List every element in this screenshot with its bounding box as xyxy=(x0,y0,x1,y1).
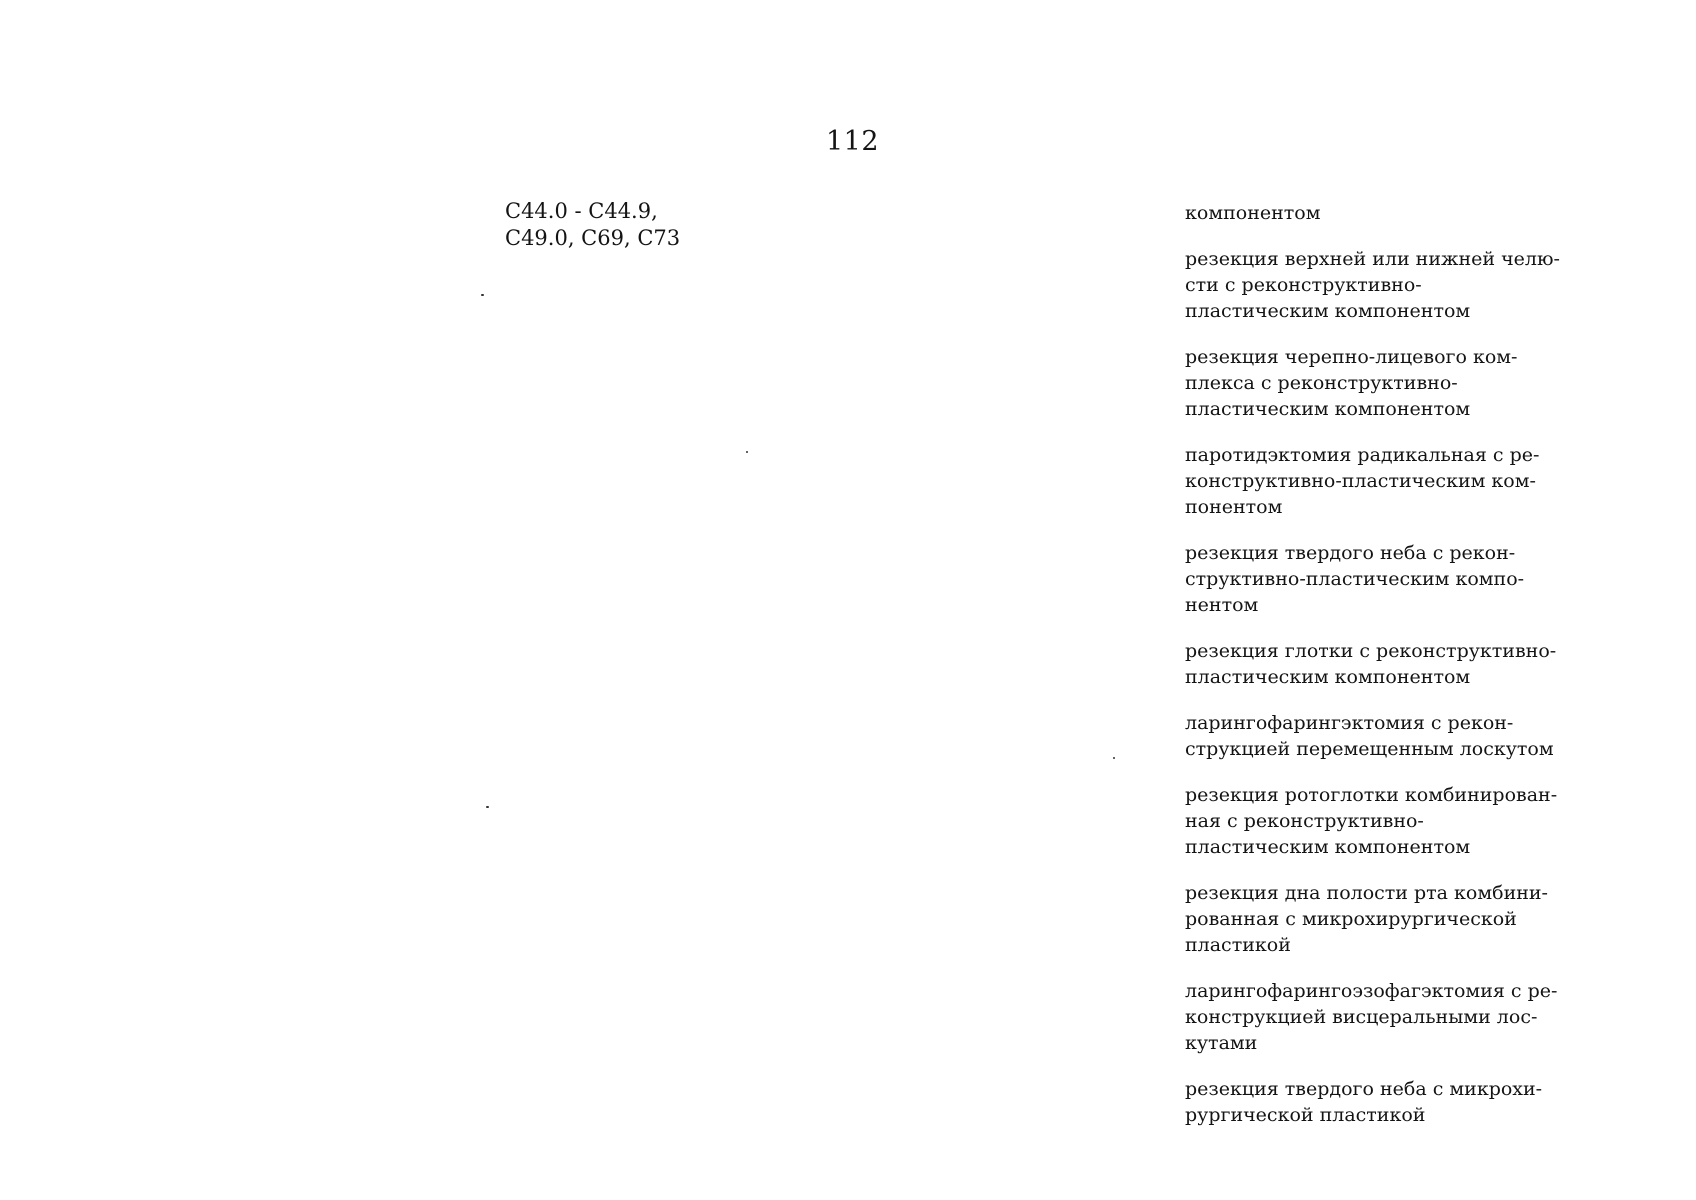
procedure-line: компонентом xyxy=(1185,202,1321,224)
procedure-line: резекция черепно-лицевого ком- xyxy=(1185,346,1518,368)
scan-speck xyxy=(481,294,484,296)
procedure-item xyxy=(1185,540,1545,618)
code-line: C44.0 - C44.9, xyxy=(505,199,658,223)
procedure-line: структивно-пластическим компо- xyxy=(1185,568,1525,590)
procedure-line: резекция ротоглотки комбинирован- xyxy=(1185,784,1558,806)
procedure-line: резекция глотки с реконструктивно- xyxy=(1185,640,1557,662)
procedure-line: рургической пластикой xyxy=(1185,1104,1426,1126)
procedure-line: ларингофарингоэзофагэктомия с ре- xyxy=(1185,980,1558,1002)
diagnosis-codes xyxy=(505,198,680,252)
procedure-line: резекция твердого неба с рекон- xyxy=(1185,542,1516,564)
procedure-line: паротидэктомия радикальная с ре- xyxy=(1185,444,1540,466)
procedure-line: кутами xyxy=(1185,1032,1258,1054)
procedure-line: пластическим компонентом xyxy=(1185,836,1471,858)
scan-speck xyxy=(746,451,748,453)
procedure-line: пластическим компонентом xyxy=(1185,300,1471,322)
procedure-item xyxy=(1185,638,1557,690)
procedure-item xyxy=(1185,710,1554,762)
code-line: C49.0, C69, C73 xyxy=(505,226,681,250)
procedure-line: струкцией перемещенным лоскутом xyxy=(1185,738,1554,760)
procedure-line: конструкцией висцеральными лос- xyxy=(1185,1006,1538,1028)
page-number: 112 xyxy=(826,126,880,157)
procedure-item xyxy=(1185,782,1558,860)
procedure-line: резекция дна полости рта комбини- xyxy=(1185,882,1548,904)
procedure-item xyxy=(1185,1076,1545,1128)
procedure-line: ларингофарингэктомия с рекон- xyxy=(1185,712,1514,734)
procedure-line: сти с реконструктивно- xyxy=(1185,274,1422,296)
procedure-line: понентом xyxy=(1185,496,1283,518)
procedure-line: ная с реконструктивно- xyxy=(1185,810,1424,832)
procedure-item xyxy=(1185,442,1545,520)
scan-speck xyxy=(1113,757,1115,759)
procedure-list xyxy=(1185,200,1560,1128)
procedure-line: конструктивно-пластическим ком- xyxy=(1185,470,1536,492)
procedure-line: пластическим компонентом xyxy=(1185,398,1471,420)
procedure-line: пластикой xyxy=(1185,934,1291,956)
procedure-line: плекса с реконструктивно- xyxy=(1185,372,1458,394)
procedure-item xyxy=(1185,978,1558,1056)
procedure-line: нентом xyxy=(1185,594,1259,616)
procedure-line: рованная с микрохирургической xyxy=(1185,908,1517,930)
procedure-item xyxy=(1185,880,1548,958)
procedure-line: пластическим компонентом xyxy=(1185,666,1471,688)
procedure-line: резекция верхней или нижней челю- xyxy=(1185,248,1560,270)
procedure-item xyxy=(1185,246,1560,324)
procedure-item xyxy=(1185,344,1545,422)
procedure-line: резекция твердого неба с микрохи- xyxy=(1185,1078,1543,1100)
procedure-item xyxy=(1185,200,1545,226)
scan-speck xyxy=(486,806,489,808)
